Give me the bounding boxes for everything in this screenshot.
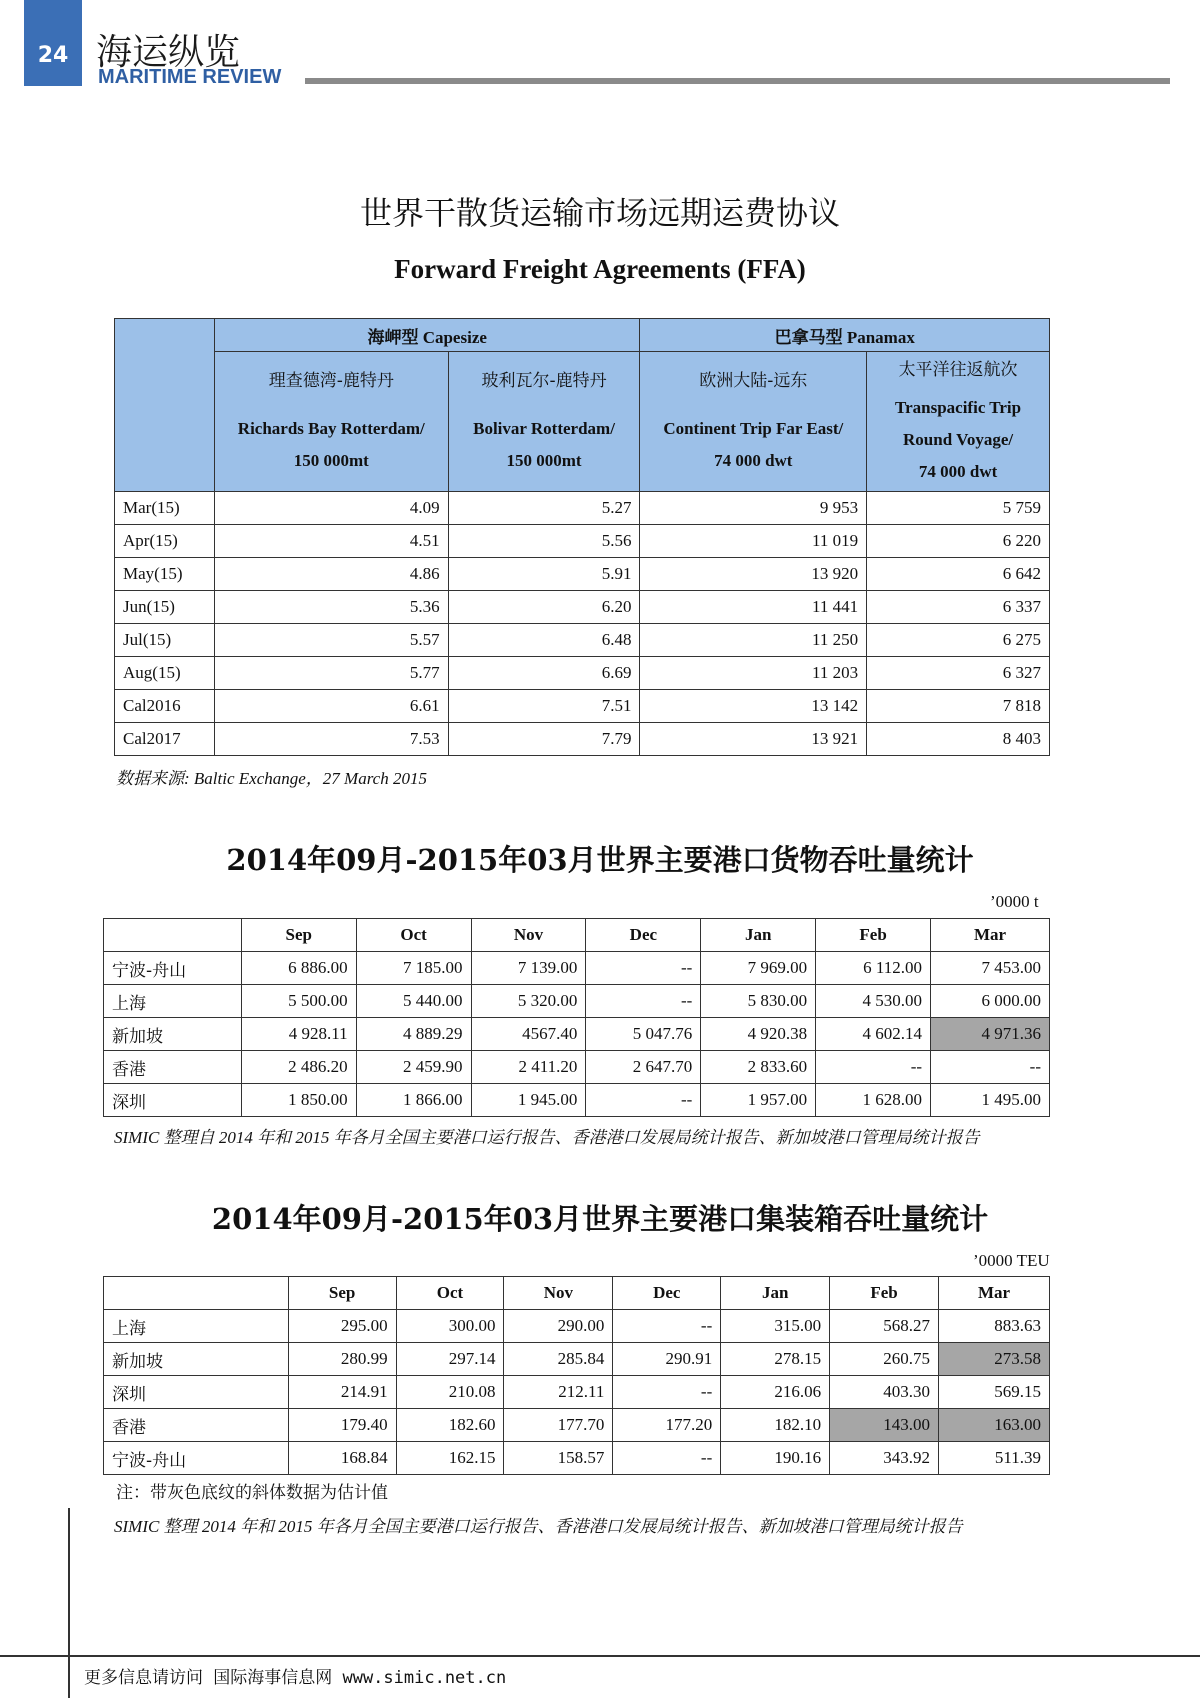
rate-value: 13 921 xyxy=(640,723,867,756)
contract-period: Apr(15) xyxy=(115,525,215,558)
table-row xyxy=(104,1409,1050,1442)
route-size: 74 000 dwt xyxy=(918,462,998,481)
rate-value: 6.69 xyxy=(448,657,640,690)
throughput-value: 280.99 xyxy=(288,1343,396,1376)
throughput-value: -- xyxy=(586,952,701,985)
ffa-title-en: Forward Freight Agreements (FFA) xyxy=(394,254,806,284)
teu-unit: ’0000 TEU xyxy=(973,1251,1050,1270)
estimated-value: 143.00 xyxy=(830,1409,939,1442)
throughput-value: 5 320.00 xyxy=(471,985,586,1018)
rate-value: 4.86 xyxy=(214,558,448,591)
route-name-en: Transpacific Trip xyxy=(895,398,1022,417)
throughput-value: 7 453.00 xyxy=(931,952,1050,985)
port-name: 深圳 xyxy=(104,1376,289,1409)
contract-period: Jul(15) xyxy=(115,624,215,657)
throughput-value: 4 920.38 xyxy=(701,1018,816,1051)
ffa-corner-cell xyxy=(115,319,215,492)
cargo-corner-cell xyxy=(104,919,242,952)
month-header: Mar xyxy=(931,919,1050,952)
throughput-value: 2 459.90 xyxy=(356,1051,471,1084)
throughput-value: 214.91 xyxy=(288,1376,396,1409)
throughput-value: -- xyxy=(613,1376,721,1409)
throughput-value: 6 000.00 xyxy=(931,985,1050,1018)
throughput-value: 260.75 xyxy=(830,1343,939,1376)
ffa-title-cn: 世界干散货运输市场远期运费协议 xyxy=(359,194,840,232)
rate-value: 7 818 xyxy=(867,690,1050,723)
table-row xyxy=(115,624,1050,657)
ffa-route-header xyxy=(640,352,867,492)
magazine-title-cn: 海运纵览 xyxy=(96,32,241,73)
ffa-route-header xyxy=(867,352,1050,492)
throughput-value: 158.57 xyxy=(504,1442,613,1475)
throughput-value: -- xyxy=(586,1084,701,1117)
table-row xyxy=(104,1310,1050,1343)
rate-value: 7.51 xyxy=(448,690,640,723)
month-header: Nov xyxy=(504,1277,613,1310)
throughput-value: 511.39 xyxy=(939,1442,1050,1475)
throughput-value: 7 969.00 xyxy=(701,952,816,985)
teu-table xyxy=(103,1276,1050,1475)
estimated-value: 4 971.36 xyxy=(931,1018,1050,1051)
month-header: Sep xyxy=(241,919,356,952)
contract-period: Mar(15) xyxy=(115,492,215,525)
throughput-value: 285.84 xyxy=(504,1343,613,1376)
rate-value: 6.20 xyxy=(448,591,640,624)
route-name-en: Bolivar Rotterdam/ xyxy=(473,419,615,438)
port-name: 香港 xyxy=(104,1409,289,1442)
estimate-note: 注：带灰色底纹的斜体数据为估计值 xyxy=(116,1483,388,1503)
throughput-value: 4 602.14 xyxy=(816,1018,931,1051)
throughput-value: 883.63 xyxy=(939,1310,1050,1343)
route-name-en-2: Round Voyage/ xyxy=(903,430,1014,449)
contract-period: Aug(15) xyxy=(115,657,215,690)
rate-value: 11 203 xyxy=(640,657,867,690)
throughput-value: 182.60 xyxy=(396,1409,504,1442)
rate-value: 5.57 xyxy=(214,624,448,657)
table-row xyxy=(104,1051,1050,1084)
port-name: 上海 xyxy=(104,985,242,1018)
table-row xyxy=(104,1343,1050,1376)
rate-value: 6 220 xyxy=(867,525,1050,558)
rate-value: 5.77 xyxy=(214,657,448,690)
route-name-cn: 玻利瓦尔-鹿特丹 xyxy=(481,371,607,391)
contract-period: Jun(15) xyxy=(115,591,215,624)
month-header: Nov xyxy=(471,919,586,952)
contract-period: Cal2017 xyxy=(115,723,215,756)
throughput-value: 7 139.00 xyxy=(471,952,586,985)
month-header: Oct xyxy=(396,1277,504,1310)
throughput-value: 2 833.60 xyxy=(701,1051,816,1084)
route-size: 150 000mt xyxy=(506,451,582,470)
throughput-value: -- xyxy=(613,1442,721,1475)
throughput-value: -- xyxy=(586,985,701,1018)
throughput-value: -- xyxy=(613,1310,721,1343)
throughput-value: 1 628.00 xyxy=(816,1084,931,1117)
throughput-value: 1 495.00 xyxy=(931,1084,1050,1117)
rate-value: 11 019 xyxy=(640,525,867,558)
rate-value: 7.79 xyxy=(448,723,640,756)
month-header: Jan xyxy=(721,1277,830,1310)
month-header: Jan xyxy=(701,919,816,952)
table-row xyxy=(104,1018,1050,1051)
throughput-value: 182.10 xyxy=(721,1409,830,1442)
header-rule xyxy=(305,78,1170,84)
table-row xyxy=(115,492,1050,525)
ffa-group-panamax: 巴拿马型 Panamax xyxy=(640,319,1050,352)
cargo-table xyxy=(103,918,1050,1117)
port-name: 深圳 xyxy=(104,1084,242,1117)
throughput-value: 403.30 xyxy=(830,1376,939,1409)
throughput-value: 5 047.76 xyxy=(586,1018,701,1051)
throughput-value: 190.16 xyxy=(721,1442,830,1475)
month-header: Oct xyxy=(356,919,471,952)
teu-source-note: SIMIC 整理 2014 年和 2015 年各月全国主要港口运行报告、香港港口发展局统计报告、新加坡港口管理局统计报告 xyxy=(114,1517,963,1536)
table-row xyxy=(104,1084,1050,1117)
rate-value: 5 759 xyxy=(867,492,1050,525)
table-row xyxy=(115,525,1050,558)
rate-value: 5.56 xyxy=(448,525,640,558)
rate-value: 4.09 xyxy=(214,492,448,525)
table-row xyxy=(104,1442,1050,1475)
route-name-cn: 太平洋往返航次 xyxy=(898,360,1018,380)
port-name: 上海 xyxy=(104,1310,289,1343)
throughput-value: 2 486.20 xyxy=(241,1051,356,1084)
footer-website-note: 更多信息请访问 国际海事信息网 www.simic.net.cn xyxy=(84,1668,507,1688)
rate-value: 6 275 xyxy=(867,624,1050,657)
throughput-value: 568.27 xyxy=(830,1310,939,1343)
throughput-value: -- xyxy=(816,1051,931,1084)
throughput-value: 212.11 xyxy=(504,1376,613,1409)
rate-value: 8 403 xyxy=(867,723,1050,756)
table-row xyxy=(115,723,1050,756)
route-name-cn: 理查德湾-鹿特丹 xyxy=(268,371,394,391)
throughput-value: 290.91 xyxy=(613,1343,721,1376)
table-row xyxy=(115,657,1050,690)
table-row xyxy=(104,1376,1050,1409)
teu-title: 2014年09月-2015年03月世界主要港口集装箱吞吐量统计 xyxy=(211,1202,989,1236)
throughput-value: 297.14 xyxy=(396,1343,504,1376)
ffa-route-header xyxy=(214,352,448,492)
port-name: 香港 xyxy=(104,1051,242,1084)
month-header: Sep xyxy=(288,1277,396,1310)
throughput-value: -- xyxy=(931,1051,1050,1084)
throughput-value: 1 866.00 xyxy=(356,1084,471,1117)
throughput-value: 2 411.20 xyxy=(471,1051,586,1084)
throughput-value: 4567.40 xyxy=(471,1018,586,1051)
rate-value: 5.36 xyxy=(214,591,448,624)
rate-value: 13 142 xyxy=(640,690,867,723)
rate-value: 5.27 xyxy=(448,492,640,525)
ffa-table xyxy=(114,318,1050,756)
table-row xyxy=(115,591,1050,624)
rate-value: 6 642 xyxy=(867,558,1050,591)
throughput-value: 4 889.29 xyxy=(356,1018,471,1051)
throughput-value: 569.15 xyxy=(939,1376,1050,1409)
throughput-value: 290.00 xyxy=(504,1310,613,1343)
magazine-title-en: MARITIME REVIEW xyxy=(98,66,282,88)
rate-value: 7.53 xyxy=(214,723,448,756)
footer-rule xyxy=(0,1655,1200,1657)
throughput-value: 4 530.00 xyxy=(816,985,931,1018)
throughput-value: 315.00 xyxy=(721,1310,830,1343)
rate-value: 4.51 xyxy=(214,525,448,558)
rate-value: 6 327 xyxy=(867,657,1050,690)
throughput-value: 5 830.00 xyxy=(701,985,816,1018)
throughput-value: 2 647.70 xyxy=(586,1051,701,1084)
cargo-title: 2014年09月-2015年03月世界主要港口货物吞吐量统计 xyxy=(226,843,974,877)
table-row xyxy=(115,558,1050,591)
throughput-value: 5 500.00 xyxy=(241,985,356,1018)
throughput-value: 216.06 xyxy=(721,1376,830,1409)
throughput-value: 4 928.11 xyxy=(241,1018,356,1051)
throughput-value: 168.84 xyxy=(288,1442,396,1475)
rate-value: 6.48 xyxy=(448,624,640,657)
throughput-value: 179.40 xyxy=(288,1409,396,1442)
table-row xyxy=(104,952,1050,985)
footer-vertical-rule xyxy=(68,1508,70,1698)
rate-value: 11 250 xyxy=(640,624,867,657)
ffa-group-capesize: 海岬型 Capesize xyxy=(214,319,640,352)
throughput-value: 1 945.00 xyxy=(471,1084,586,1117)
throughput-value: 6 112.00 xyxy=(816,952,931,985)
month-header: Mar xyxy=(939,1277,1050,1310)
contract-period: Cal2016 xyxy=(115,690,215,723)
rate-value: 6 337 xyxy=(867,591,1050,624)
throughput-value: 300.00 xyxy=(396,1310,504,1343)
throughput-value: 343.92 xyxy=(830,1442,939,1475)
rate-value: 6.61 xyxy=(214,690,448,723)
port-name: 新加坡 xyxy=(104,1018,242,1051)
route-size: 150 000mt xyxy=(293,451,369,470)
port-name: 宁波-舟山 xyxy=(104,1442,289,1475)
month-header: Dec xyxy=(613,1277,721,1310)
throughput-value: 5 440.00 xyxy=(356,985,471,1018)
throughput-value: 210.08 xyxy=(396,1376,504,1409)
throughput-value: 1 850.00 xyxy=(241,1084,356,1117)
throughput-value: 278.15 xyxy=(721,1343,830,1376)
cargo-unit: ’0000 t xyxy=(990,892,1039,911)
route-name-en: Continent Trip Far East/ xyxy=(663,419,844,438)
route-name-cn: 欧洲大陆-远东 xyxy=(699,371,808,391)
rate-value: 11 441 xyxy=(640,591,867,624)
contract-period: May(15) xyxy=(115,558,215,591)
rate-value: 13 920 xyxy=(640,558,867,591)
month-header: Feb xyxy=(816,919,931,952)
table-row xyxy=(115,690,1050,723)
port-name: 新加坡 xyxy=(104,1343,289,1376)
throughput-value: 7 185.00 xyxy=(356,952,471,985)
rate-value: 5.91 xyxy=(448,558,640,591)
table-row xyxy=(104,985,1050,1018)
throughput-value: 6 886.00 xyxy=(241,952,356,985)
month-header: Dec xyxy=(586,919,701,952)
estimated-value: 163.00 xyxy=(939,1409,1050,1442)
month-header: Feb xyxy=(830,1277,939,1310)
cargo-source-note: SIMIC 整理自 2014 年和 2015 年各月全国主要港口运行报告、香港港口发展局统计报告、新加坡港口管理局统计报告 xyxy=(114,1128,980,1147)
throughput-value: 162.15 xyxy=(396,1442,504,1475)
route-name-en: Richards Bay Rotterdam/ xyxy=(237,419,425,438)
throughput-value: 177.20 xyxy=(613,1409,721,1442)
page-number: 24 xyxy=(24,0,82,86)
throughput-value: 177.70 xyxy=(504,1409,613,1442)
rate-value: 9 953 xyxy=(640,492,867,525)
teu-corner-cell xyxy=(104,1277,289,1310)
port-name: 宁波-舟山 xyxy=(104,952,242,985)
estimated-value: 273.58 xyxy=(939,1343,1050,1376)
ffa-source-note: 数据来源: Baltic Exchange，27 March 2015 xyxy=(116,769,427,788)
throughput-value: 1 957.00 xyxy=(701,1084,816,1117)
throughput-value: 295.00 xyxy=(288,1310,396,1343)
route-size: 74 000 dwt xyxy=(714,451,793,470)
ffa-route-header xyxy=(448,352,640,492)
